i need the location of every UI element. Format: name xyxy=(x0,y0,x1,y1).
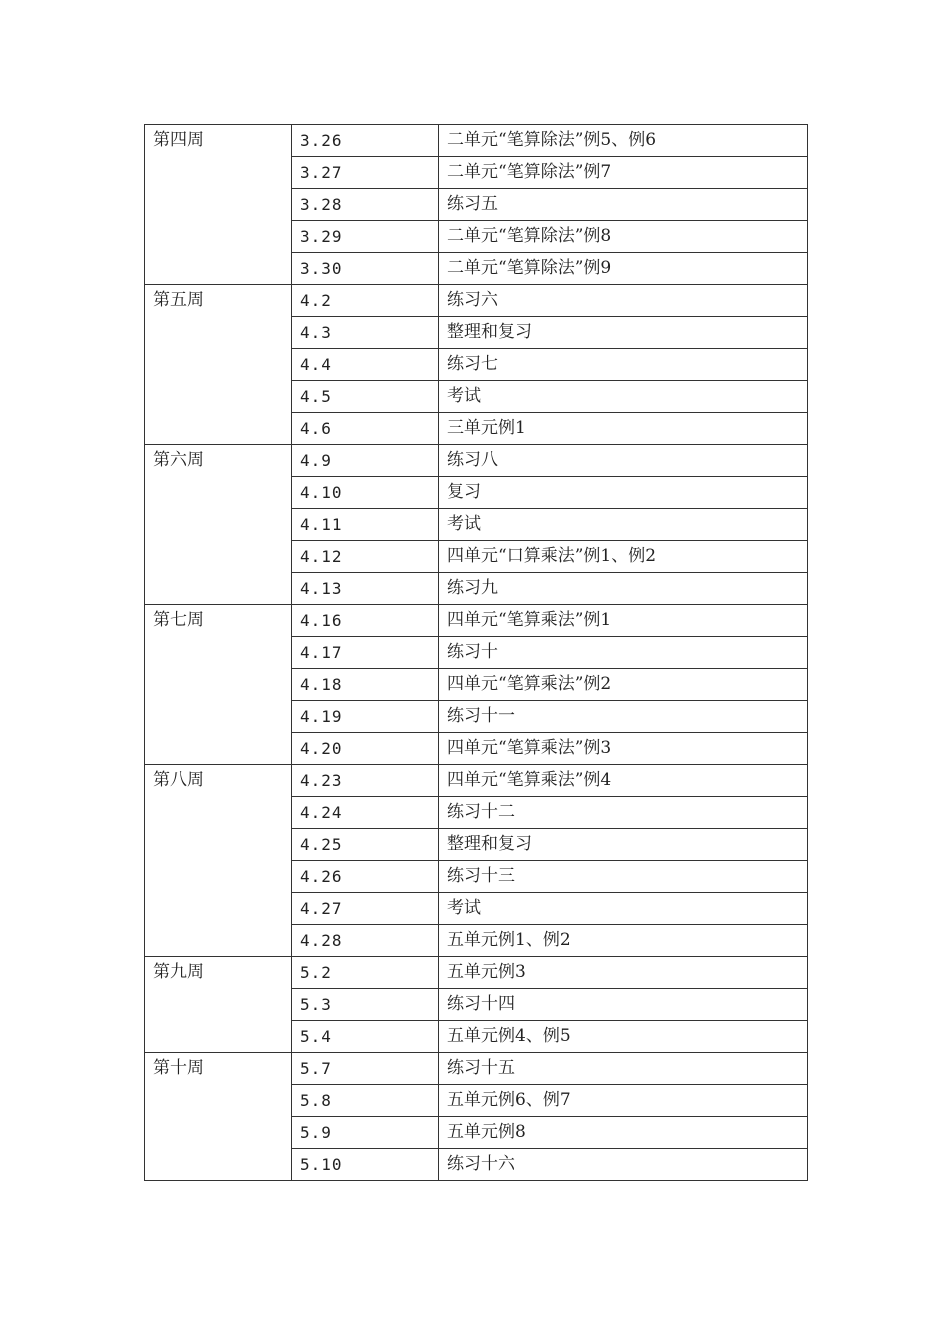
date-cell: 4.5 xyxy=(292,381,439,413)
topic-cell: 练习十四 xyxy=(439,989,808,1021)
date-cell: 4.11 xyxy=(292,509,439,541)
date-cell: 3.30 xyxy=(292,253,439,285)
topic-cell: 练习十二 xyxy=(439,797,808,829)
topic-cell: 练习十六 xyxy=(439,1149,808,1181)
date-cell: 4.23 xyxy=(292,765,439,797)
topic-cell: 五单元例3 xyxy=(439,957,808,989)
week-label: 第六周 xyxy=(145,445,292,605)
date-cell: 4.13 xyxy=(292,573,439,605)
topic-cell: 考试 xyxy=(439,509,808,541)
topic-cell: 考试 xyxy=(439,893,808,925)
date-cell: 4.3 xyxy=(292,317,439,349)
date-cell: 4.12 xyxy=(292,541,439,573)
topic-cell: 整理和复习 xyxy=(439,829,808,861)
table-row xyxy=(145,445,808,477)
date-cell: 4.17 xyxy=(292,637,439,669)
date-cell: 5.7 xyxy=(292,1053,439,1085)
topic-cell: 四单元“笔算乘法”例1 xyxy=(439,605,808,637)
topic-cell: 五单元例1、例2 xyxy=(439,925,808,957)
date-cell: 3.29 xyxy=(292,221,439,253)
topic-cell: 二单元“笔算除法”例8 xyxy=(439,221,808,253)
date-cell: 4.4 xyxy=(292,349,439,381)
table-row xyxy=(145,957,808,989)
date-cell: 4.10 xyxy=(292,477,439,509)
date-cell: 4.9 xyxy=(292,445,439,477)
topic-cell: 练习十一 xyxy=(439,701,808,733)
topic-cell: 练习十五 xyxy=(439,1053,808,1085)
date-cell: 5.9 xyxy=(292,1117,439,1149)
date-cell: 4.19 xyxy=(292,701,439,733)
date-cell: 4.24 xyxy=(292,797,439,829)
table-row xyxy=(145,125,808,157)
topic-cell: 二单元“笔算除法”例5、例6 xyxy=(439,125,808,157)
table-row xyxy=(145,765,808,797)
topic-cell: 三单元例1 xyxy=(439,413,808,445)
topic-cell: 四单元“笔算乘法”例3 xyxy=(439,733,808,765)
date-cell: 4.16 xyxy=(292,605,439,637)
date-cell: 5.10 xyxy=(292,1149,439,1181)
topic-cell: 四单元“笔算乘法”例2 xyxy=(439,669,808,701)
topic-cell: 五单元例6、例7 xyxy=(439,1085,808,1117)
week-label: 第九周 xyxy=(145,957,292,1053)
topic-cell: 五单元例8 xyxy=(439,1117,808,1149)
week-label: 第十周 xyxy=(145,1053,292,1181)
date-cell: 3.26 xyxy=(292,125,439,157)
date-cell: 4.28 xyxy=(292,925,439,957)
table-row xyxy=(145,1053,808,1085)
date-cell: 4.27 xyxy=(292,893,439,925)
date-cell: 5.4 xyxy=(292,1021,439,1053)
date-cell: 5.2 xyxy=(292,957,439,989)
table-row xyxy=(145,605,808,637)
schedule-body xyxy=(145,125,808,1181)
date-cell: 4.26 xyxy=(292,861,439,893)
topic-cell: 整理和复习 xyxy=(439,317,808,349)
week-label: 第五周 xyxy=(145,285,292,445)
date-cell: 5.3 xyxy=(292,989,439,1021)
topic-cell: 练习八 xyxy=(439,445,808,477)
week-label: 第七周 xyxy=(145,605,292,765)
topic-cell: 练习十三 xyxy=(439,861,808,893)
schedule-table xyxy=(144,124,808,1181)
table-row xyxy=(145,285,808,317)
topic-cell: 复习 xyxy=(439,477,808,509)
week-label: 第四周 xyxy=(145,125,292,285)
date-cell: 4.2 xyxy=(292,285,439,317)
topic-cell: 五单元例4、例5 xyxy=(439,1021,808,1053)
date-cell: 4.18 xyxy=(292,669,439,701)
topic-cell: 二单元“笔算除法”例7 xyxy=(439,157,808,189)
topic-cell: 四单元“笔算乘法”例4 xyxy=(439,765,808,797)
date-cell: 3.28 xyxy=(292,189,439,221)
topic-cell: 二单元“笔算除法”例9 xyxy=(439,253,808,285)
topic-cell: 练习十 xyxy=(439,637,808,669)
date-cell: 5.8 xyxy=(292,1085,439,1117)
topic-cell: 练习九 xyxy=(439,573,808,605)
topic-cell: 练习六 xyxy=(439,285,808,317)
date-cell: 3.27 xyxy=(292,157,439,189)
topic-cell: 考试 xyxy=(439,381,808,413)
date-cell: 4.20 xyxy=(292,733,439,765)
topic-cell: 练习七 xyxy=(439,349,808,381)
date-cell: 4.6 xyxy=(292,413,439,445)
date-cell: 4.25 xyxy=(292,829,439,861)
topic-cell: 练习五 xyxy=(439,189,808,221)
topic-cell: 四单元“口算乘法”例1、例2 xyxy=(439,541,808,573)
week-label: 第八周 xyxy=(145,765,292,957)
